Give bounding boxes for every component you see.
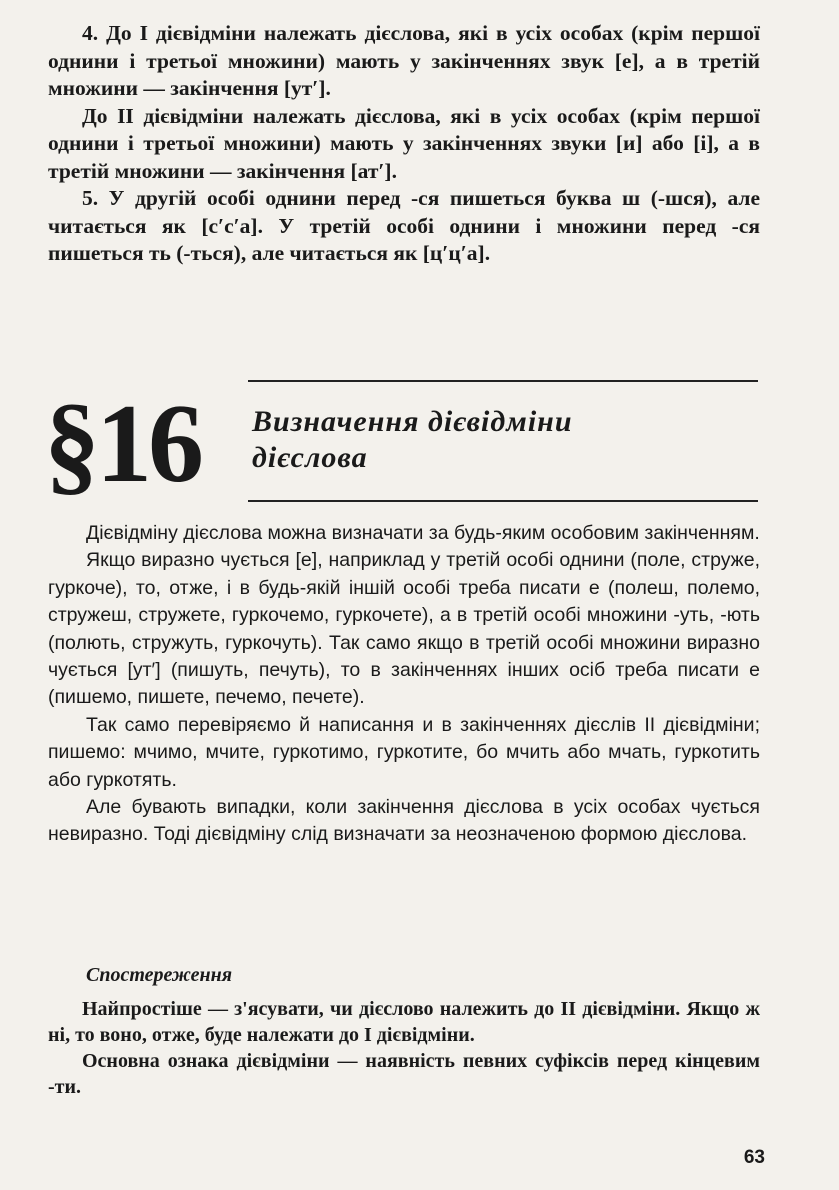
- page-number: 63: [743, 1147, 765, 1168]
- observation-paragraph-2: Основна ознака дієвідміни — наявність певних суфіксів перед кінцевим -ти.: [48, 1050, 760, 1098]
- rule-4-paragraph: 4. До І дієвідміни належать дієслова, які в усіх особах (крім першої однини і третьої множини) мають у закінченнях звук [е], а в третій множини — закінчення [ут′].: [48, 21, 760, 100]
- rule-4-second-paragraph: До ІІ дієвідміни належать дієслова, які в усіх особах (крім першої однини і третьої множини) мають у закінченнях звуки [и] або [і], а в третій множини — закінчення [ат′].: [48, 103, 760, 183]
- body-paragraph-2: Якщо виразно чується [е], наприклад у третій особі однини (поле, струже, гуркоче), то, отже, і в будь-якій іншій особі треба писати е (полеш, полемо, стружеш, стружете, гуркочемо, гуркочете), а в третій особі множини -уть, -ють (полють, стружуть, гуркочуть). Так само якщо в третій особі множини виразно чується [ут′] (пишуть, печуть), то в закінченнях інших осіб треба писати е (пишемо, пишете, печемо, печете).: [48, 549, 760, 709]
- rule-5-paragraph: 5. У другій особі однини перед -ся пишеться буква ш (-шся), але читається як [с′с′а]. У третій особі однини і множини перед -ся пишеться ть (-ться), але читається як [ц′ц′а].: [48, 186, 760, 265]
- body-paragraph-1: Дієвідміну дієслова можна визначати за будь-яким особовим закінченням.: [86, 522, 760, 544]
- section-title: [252, 404, 752, 476]
- section-title-line2: дієслова: [252, 441, 368, 474]
- observation-body: [48, 996, 760, 1100]
- observation-heading: Спостереження: [86, 964, 233, 986]
- section-top-rule: [248, 380, 758, 382]
- section-bottom-rule: [248, 500, 758, 502]
- body-paragraph-3: Так само перевіряємо й написання и в закінченнях дієслів ІІ дієвідміни; пишемо: мчимо, мчите, гуркотимо, гуркотите, бо мчить або мчать, гуркотить або гуркотять.: [48, 713, 760, 791]
- observation-paragraph-1: Найпростіше — з'ясувати, чи дієслово належить до ІІ дієвідміни. Якщо ж ні, то воно, отже, буде належати до І дієвідміни.: [48, 998, 760, 1046]
- section-number: §16: [44, 382, 200, 506]
- section-title-line1: Визначення дієвідміни: [252, 405, 573, 438]
- body-paragraph-4: Але бувають випадки, коли закінчення дієслова в усіх особах чується невиразно. Тоді дієвідміну слід визначати за неозначеною формою дієслова.: [48, 796, 760, 846]
- section-body: [48, 520, 760, 849]
- rules-continuation: [48, 20, 760, 268]
